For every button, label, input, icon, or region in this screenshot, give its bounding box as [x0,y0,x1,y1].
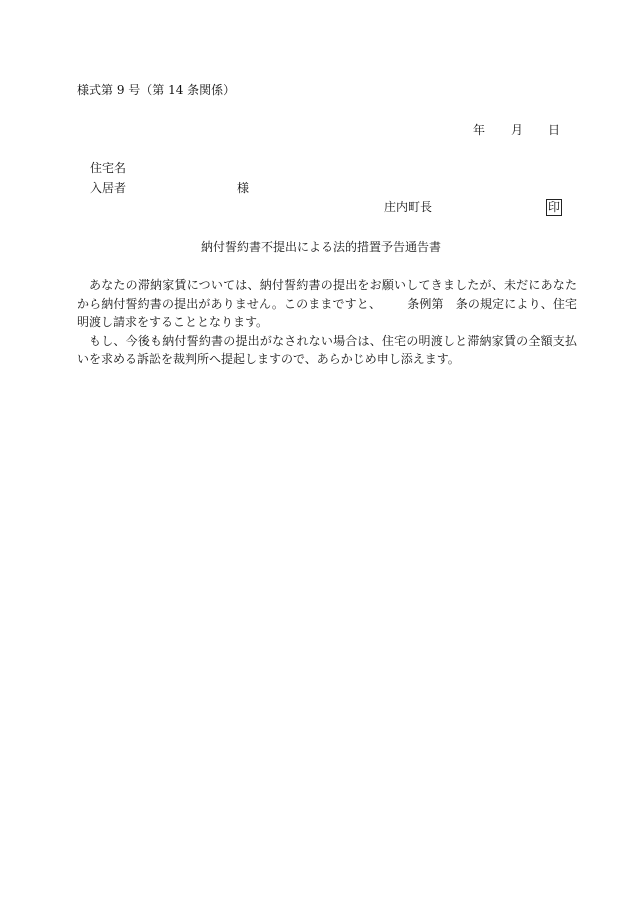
resident-label: 入居者 [90,181,127,195]
date-day-label: 日 [548,123,561,137]
document-body [77,276,577,369]
seal-mark: 印 [548,200,561,214]
honorific-sama: 様 [237,181,250,195]
body-p1-part-a: あなたの滞納家賃については、納付誓約書の提出をお願いしてきましたが、未だにあなたから納付誓約書の提出がありません。このままですと、 [77,278,577,311]
housing-name-label: 住宅名 [90,161,127,175]
form-number: 様式第 9 号（第 14 条関係） [77,83,236,97]
body-p1-part-b: 条の規定により、住宅明渡し請求をすることとなります。 [77,296,577,330]
document-title: 納付誓約書不提出による法的措置予告通告書 [201,240,442,254]
sender-mayor: 庄内町長 [384,200,433,214]
body-p1-ordinance: 条例第 [407,296,444,311]
date-month-label: 月 [511,123,524,137]
body-paragraph-2: もし、今後も納付誓約書の提出がなされない場合は、住宅の明渡しと滞納家賃の全額支払いを求める訴訟を裁判所へ提起しますので、あらかじめ申し添えます。 [77,333,577,367]
date-year-label: 年 [473,123,486,137]
body-paragraph-1 [77,276,577,332]
